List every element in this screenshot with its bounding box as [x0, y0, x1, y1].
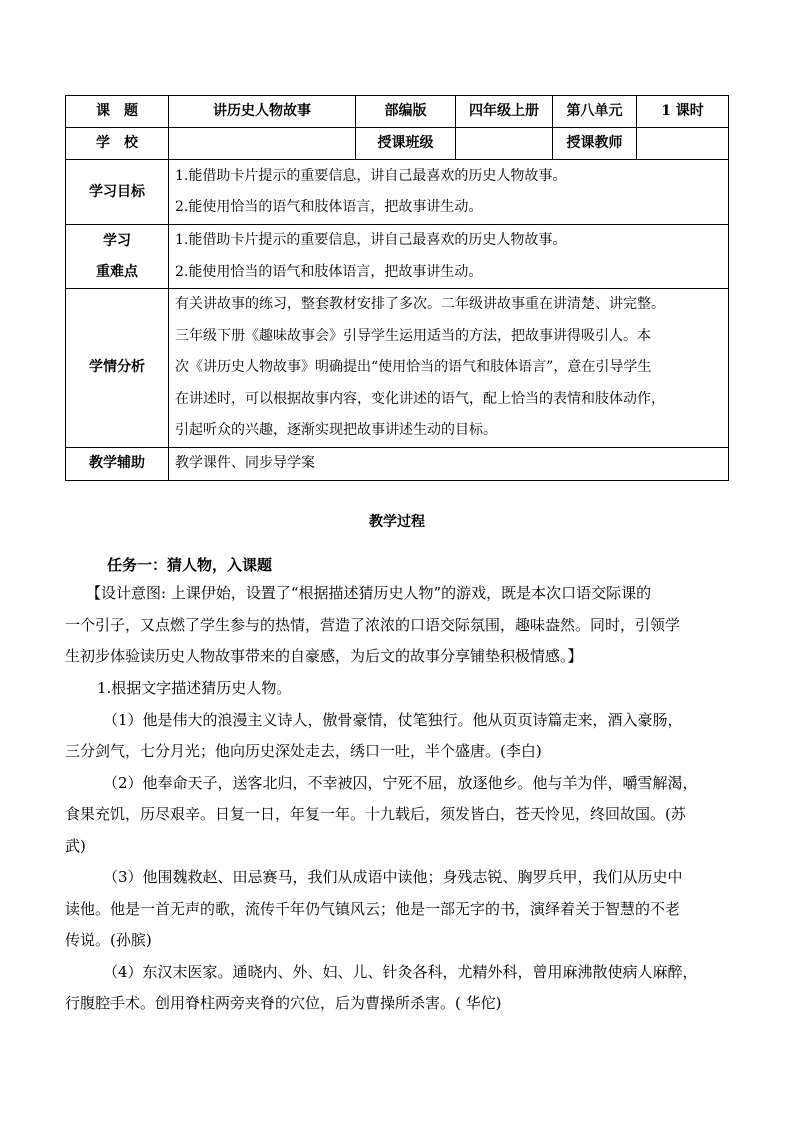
- lesson-info-table: [65, 95, 729, 481]
- table-row-title: [66, 96, 729, 128]
- key-point-item: 1.能借助卡片提示的重要信息，讲自己最喜欢的历史人物故事。: [175, 232, 567, 248]
- grade-cell: 四年级上册: [456, 96, 553, 128]
- key-point-item: 2.能使用恰当的语气和肢体语言，把故事讲生动。: [175, 263, 483, 280]
- aids-label: 教学辅助: [66, 447, 169, 480]
- riddle-line: 行腹腔手术。创用脊柱两旁夹脊的穴位，后为曹操所杀害。( 华佗): [65, 994, 502, 1012]
- key-points-content: [169, 225, 729, 289]
- design-intent-line: 【设计意图: 上课伊始，设置了“根据描述猜历史人物”的游戏，既是本次口语交际课的: [86, 584, 652, 602]
- analysis-line: 有关讲故事的练习，整套教材安排了多次。二年级讲故事重在讲清楚、讲完整。: [175, 296, 665, 312]
- riddle-line: 读他。他是一首无声的歌，流传千年仍气镇风云；他是一部无字的书，演绎着关于智慧的不老: [65, 899, 681, 918]
- analysis-line: 次《讲历史人物故事》明确提出“使用恰当的语气和肢体语言”，意在引导学生: [175, 359, 652, 375]
- riddle-line: 食果充饥，历尽艰辛。日复一日，年复一年。十九载后，须发皆白，苍天怜见，终回故国。(苏: [65, 805, 686, 823]
- analysis-line: 三年级下册《趣味故事会》引导学生运用适当的方法，把故事讲得吸引人。本: [175, 327, 651, 344]
- school-value: [169, 128, 356, 160]
- goals-label: 学习目标: [66, 160, 169, 225]
- teacher-value: [637, 128, 729, 160]
- hours-cell: 1 课时: [637, 96, 729, 128]
- riddle-line: （2）他奉命天子，送客北归，不幸被囚，宁死不屈，放逐他乡。他与羊为伴，嚼雪解渴，: [103, 773, 698, 792]
- school-label: 学 校: [66, 128, 169, 160]
- design-intent: [65, 578, 728, 673]
- key-points-label-line1: 学习: [103, 232, 131, 249]
- table-row-goals: [66, 160, 729, 225]
- class-label: 授课班级: [356, 128, 456, 160]
- goal-item: 2.能使用恰当的语气和肢体语言，把故事讲生动。: [175, 199, 483, 215]
- analysis-content: [169, 289, 729, 448]
- riddle-line: （3）他围魏救赵、田忌赛马，我们从成语中读他；身残志锐、胸罗兵甲，我们从历史中: [103, 868, 683, 886]
- class-value: [456, 128, 553, 160]
- key-points-label: [66, 225, 169, 289]
- design-intent-line: 一个引子，又点燃了学生参与的热情，营造了浓浓的口语交际氛围，趣味盎然。同时，引领学: [65, 615, 681, 634]
- table-row-key-points: [66, 225, 729, 289]
- topic-label: 课 题: [66, 96, 169, 128]
- table-row-school: [66, 128, 729, 160]
- riddle-section: [65, 673, 728, 1020]
- analysis-line: 引起听众的兴趣，逐渐实现把故事讲述生动的目标。: [175, 422, 497, 438]
- riddle-line: （1）他是伟大的浪漫主义诗人，傲骨豪情，仗笔独行。他从页页诗篇走来，酒入豪肠，: [103, 710, 683, 729]
- unit-cell: 第八单元: [553, 96, 637, 128]
- table-row-analysis: [66, 289, 729, 448]
- riddle-line: （4）东汉末医家。通晓内、外、妇、儿、针灸各科，尤精外科，曾用麻沸散使病人麻醉，: [103, 962, 698, 981]
- goal-item: 1.能借助卡片提示的重要信息，讲自己最喜欢的历史人物故事。: [175, 167, 567, 184]
- riddle-line: 武): [65, 836, 86, 855]
- key-points-label-line2: 重难点: [96, 263, 138, 280]
- edition-cell: 部编版: [356, 96, 456, 128]
- aids-value: 教学课件、同步导学案: [169, 447, 729, 480]
- table-row-aids: [66, 447, 729, 480]
- riddle-line: 传说。(孙膑): [65, 931, 152, 949]
- design-intent-line: 生初步体验读历史人物故事带来的自豪感，为后文的故事分享铺垫积极情感。】: [65, 647, 583, 665]
- analysis-line: 在讲述时，可以根据故事内容，变化讲述的语气，配上恰当的表情和肢体动作，: [175, 390, 665, 407]
- lesson-title: 讲历史人物故事: [169, 96, 356, 128]
- analysis-label: 学情分析: [66, 289, 169, 448]
- riddle-line: 三分剑气，七分月光；他向历史深处走去，绣口一吐，半个盛唐。(李白): [65, 742, 542, 760]
- task-heading: 任务一：猜人物，入课题: [107, 556, 273, 574]
- step-heading: 1.根据文字描述猜历史人物。: [97, 679, 292, 697]
- process-title: 教学过程: [369, 514, 425, 530]
- teacher-label: 授课教师: [553, 128, 637, 160]
- goals-content: [169, 160, 729, 225]
